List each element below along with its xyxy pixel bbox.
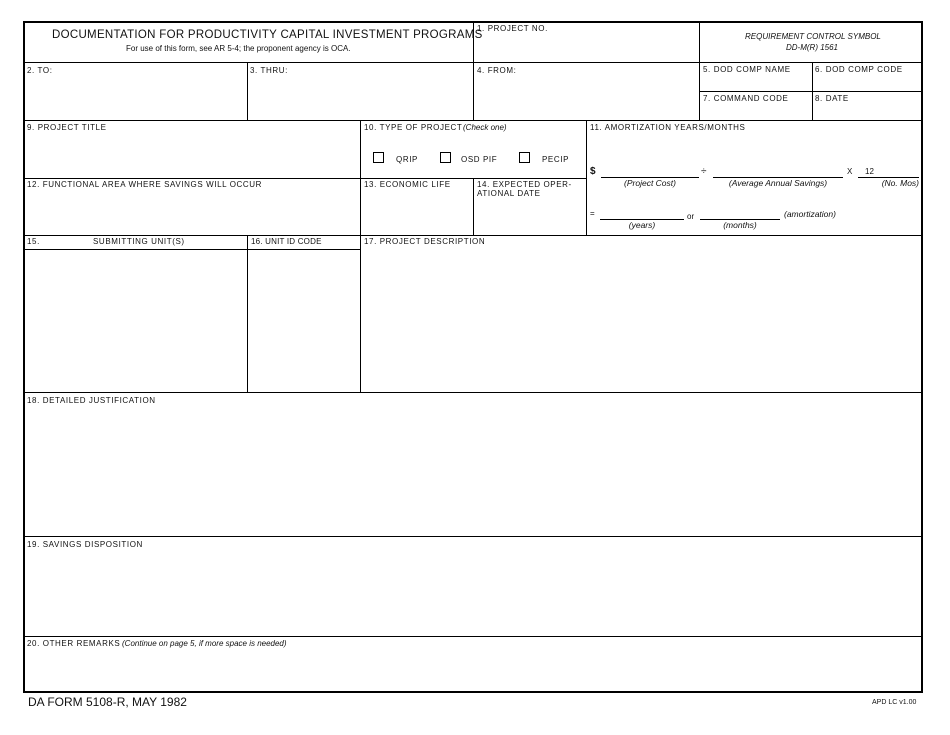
rcs-label: REQUIREMENT CONTROL SYMBOL	[745, 32, 881, 41]
rule-v-812-row2	[812, 62, 813, 120]
expected-date-label-2: ATIONAL DATE	[477, 189, 541, 198]
project-title-label: 9. PROJECT TITLE	[27, 123, 107, 132]
project-cost-caption: (Project Cost)	[624, 178, 676, 188]
dod-comp-name-label: 5. DOD COMP NAME	[703, 65, 791, 74]
rule-row2-bottom	[24, 120, 922, 121]
rcs-value: DD-M(R) 1561	[786, 43, 839, 52]
rule-v-586	[586, 120, 587, 235]
form-id: DA FORM 5108-R, MAY 1982	[28, 695, 187, 709]
pecip-checkbox[interactable]	[519, 152, 530, 163]
thru-label: 3. THRU:	[250, 66, 288, 75]
equals-sign: =	[590, 209, 595, 218]
rule-row3a-bottom	[24, 178, 586, 179]
rule-section19-bottom	[24, 636, 922, 637]
submitting-unit-field[interactable]	[26, 251, 245, 390]
rule-v-247-row4	[247, 235, 248, 392]
osd-pif-label: OSD PIF	[461, 155, 498, 164]
rule-v-360	[360, 120, 361, 392]
dod-comp-code-field[interactable]	[814, 76, 921, 90]
avg-savings-caption: (Average Annual Savings)	[728, 178, 828, 188]
other-remarks-note: (Continue on page 5, if more space is needed)	[122, 639, 287, 648]
other-remarks-label: 20. OTHER REMARKS	[27, 639, 121, 648]
years-caption: (years)	[628, 220, 656, 230]
project-title-field[interactable]	[26, 135, 358, 177]
qrip-label: QRIP	[396, 155, 418, 164]
rule-row3b-bottom	[24, 235, 922, 236]
form-version: APD LC v1.00	[872, 699, 917, 706]
project-description-field[interactable]	[362, 250, 921, 390]
from-label: 4. FROM:	[477, 66, 517, 75]
rule-box5-bottom	[699, 91, 922, 92]
project-description-label: 17. PROJECT DESCRIPTION	[364, 237, 486, 246]
form-title: DOCUMENTATION FOR PRODUCTIVITY CAPITAL INVESTMENT PROGRAMS	[52, 29, 483, 41]
command-code-field[interactable]	[701, 105, 810, 119]
months-value: 12	[865, 167, 874, 176]
rule-v-473-row3	[473, 178, 474, 235]
thru-field[interactable]	[249, 78, 471, 118]
to-field[interactable]	[26, 78, 245, 118]
dod-comp-code-label: 6. DOD COMP CODE	[815, 65, 903, 74]
check-one-note: (Check one)	[463, 123, 507, 132]
date-label: 8. DATE	[815, 94, 849, 103]
unit-id-code-field[interactable]	[249, 251, 358, 390]
project-no-label: 1. PROJECT NO.	[477, 24, 548, 33]
dod-comp-name-field[interactable]	[701, 76, 810, 90]
economic-life-label: 13. ECONOMIC LIFE	[364, 180, 451, 189]
date-field[interactable]	[814, 105, 921, 119]
functional-area-label: 12. FUNCTIONAL AREA WHERE SAVINGS WILL OCCUR	[27, 180, 263, 189]
expected-date-field[interactable]	[475, 200, 584, 234]
savings-disposition-label: 19. SAVINGS DISPOSITION	[27, 540, 143, 549]
expected-date-label-1: 14. EXPECTED OPER-	[477, 180, 572, 189]
savings-disposition-field[interactable]	[26, 552, 921, 634]
submitting-num-label: 15.	[27, 237, 40, 246]
times-sign: X	[847, 167, 853, 176]
or-word: or	[687, 212, 695, 221]
economic-life-field[interactable]	[362, 192, 471, 234]
rule-v-699-top	[699, 22, 700, 120]
project-no-field[interactable]	[475, 36, 697, 60]
detailed-justification-field[interactable]	[26, 408, 921, 534]
rule-row4-header	[24, 249, 360, 250]
other-remarks-field[interactable]	[26, 651, 921, 691]
no-mos-caption: (No. Mos)	[881, 178, 919, 188]
to-label: 2. TO:	[27, 66, 53, 75]
amortization-caption: (amortization)	[784, 209, 836, 219]
pecip-label: PECIP	[542, 155, 570, 164]
functional-area-field[interactable]	[26, 192, 358, 234]
unit-id-code-label: 16. UNIT ID CODE	[251, 237, 322, 246]
from-field[interactable]	[475, 78, 697, 118]
qrip-checkbox[interactable]	[373, 152, 384, 163]
command-code-label: 7. COMMAND CODE	[703, 94, 789, 103]
detailed-justification-label: 18. DETAILED JUSTIFICATION	[27, 396, 156, 405]
amortization-label: 11. AMORTIZATION YEARS/MONTHS	[590, 123, 746, 132]
osd-pif-checkbox[interactable]	[440, 152, 451, 163]
form-subtitle: For use of this form, see AR 5-4; the proponent agency is OCA.	[126, 44, 351, 53]
months-caption: (months)	[723, 220, 757, 230]
submitting-unit-label: SUBMITTING UNIT(S)	[93, 237, 185, 246]
rule-row4-bottom	[24, 392, 922, 393]
divide-sign: ÷	[701, 166, 707, 177]
dollar-sign: $	[590, 166, 596, 177]
rule-section18-bottom	[24, 536, 922, 537]
rule-v-247-row2	[247, 62, 248, 120]
type-of-project-label: 10. TYPE OF PROJECT	[364, 123, 463, 132]
